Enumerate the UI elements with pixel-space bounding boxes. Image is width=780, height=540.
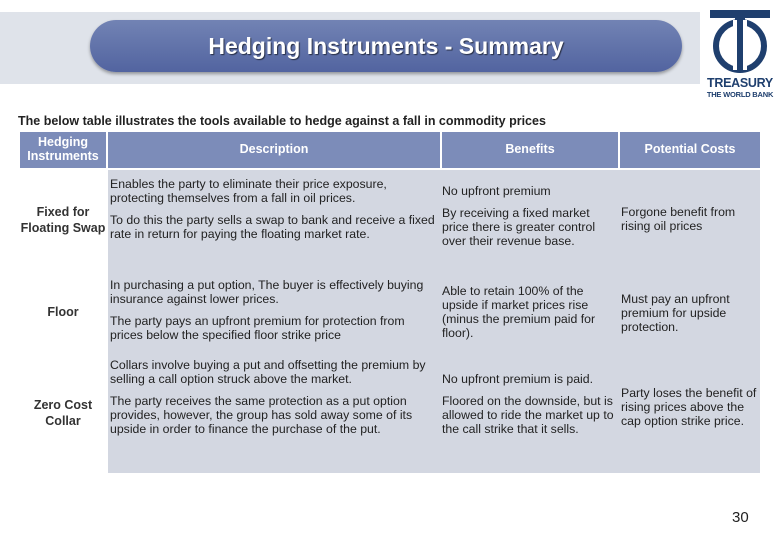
table-cell-benefits: No upfront premium is paid. Floored on the downside, but is allowed to ride the market up to the call strike that it sells. xyxy=(442,372,614,436)
row-label-swap: Fixed for Floating Swap xyxy=(20,176,106,266)
header-potential-costs: Potential Costs xyxy=(620,132,760,168)
table-cell-costs: Must pay an upfront premium for upside protection. xyxy=(621,292,730,334)
page-title: Hedging Instruments - Summary xyxy=(208,32,564,59)
table-cell-costs: Party loses the benefit of rising prices above the cap option strike price. xyxy=(621,386,757,428)
table-cell-description: Enables the party to eliminate their price exposure, protecting themselves from a fall in oil prices. To do this the party sells a swap to bank and receive a fixed rate in return for paying the floating market rate. xyxy=(110,177,435,241)
logo-subtitle: THE WORLD BANK xyxy=(706,90,774,99)
table-cell-benefits: No upfront premium By receiving a fixed market price there is greater control over their revenue base. xyxy=(442,184,596,248)
page-number: 30 xyxy=(732,509,749,526)
intro-text: The below table illustrates the tools available to hedge against a fall in commodity prices xyxy=(18,114,546,128)
table-cell-benefits: Able to retain 100% of the upside if market prices rise (minus the premium paid for floor). xyxy=(442,284,596,340)
title-banner xyxy=(90,20,682,72)
header-hedging-instruments: Hedging Instruments xyxy=(20,132,106,168)
logo-name: TREASURY xyxy=(707,76,773,90)
header-description: Description xyxy=(108,132,440,168)
header-benefits: Benefits xyxy=(442,132,618,168)
table-cell-description: In purchasing a put option, The buyer is effectively buying insurance against lower prices. The party pays an upfront premium for protection from prices below the specified floor strike price xyxy=(110,278,424,342)
table-cell-description: Collars involve buying a put and offsetting the premium by selling a call option struck above the market. The party receives the same protection as a put option provides, however, the group has sold away some of its upside in order to finance the purchase of the put. xyxy=(110,358,426,436)
row-label-collar: Zero Cost Collar xyxy=(20,356,106,472)
row-label-floor: Floor xyxy=(20,276,106,350)
table-cell-costs: Forgone benefit from rising oil prices xyxy=(621,205,736,233)
